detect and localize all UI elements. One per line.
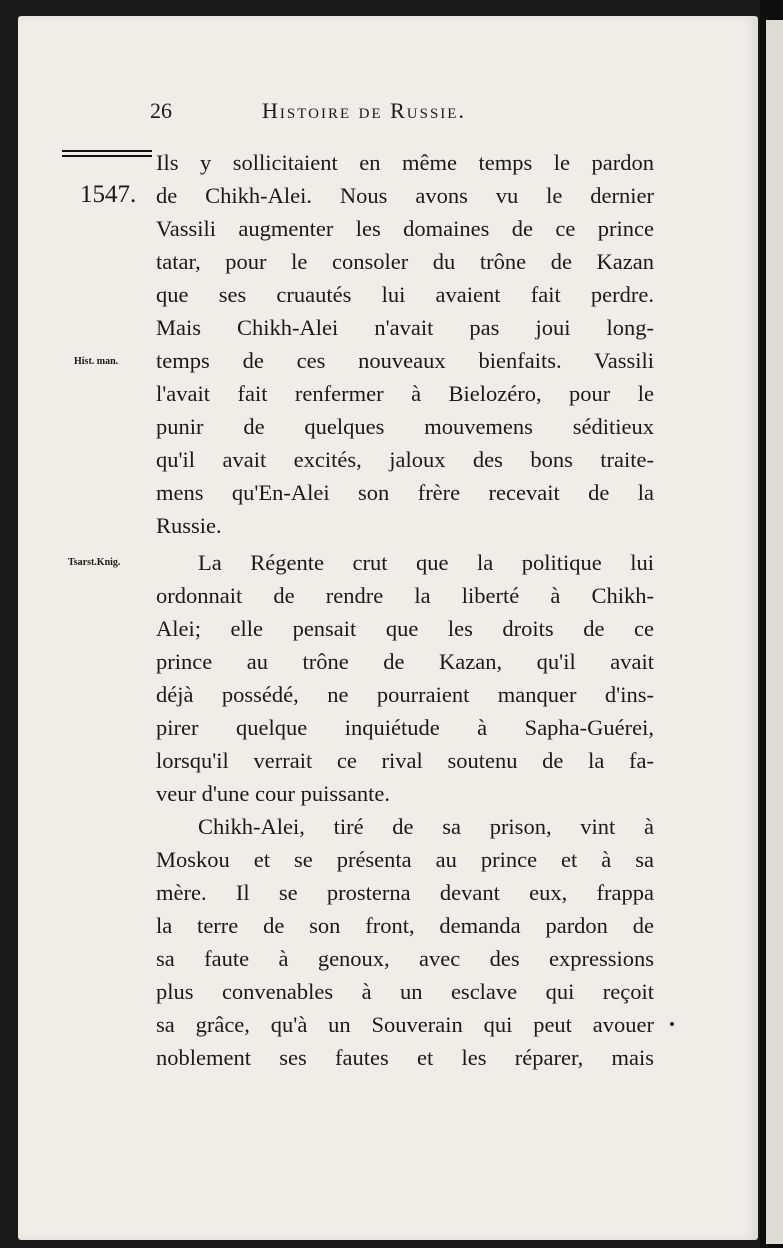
text-line: mens qu'En-Alei son frère recevait de la <box>156 480 654 505</box>
margin-note-tsarst: Tsarst.Knig. <box>68 557 121 568</box>
text-line: que ses cruautés lui avaient fait perdre. <box>156 282 654 307</box>
text-line: Chikh-Alei, tiré de sa prison, vint à <box>198 814 654 839</box>
text-line: punir de quelques mouvemens séditieux <box>156 414 654 439</box>
text-line: prince au trône de Kazan, qu'il avait <box>156 649 654 674</box>
text-line: Moskou et se présenta au prince et à sa <box>156 847 654 872</box>
text-line: Ils y sollicitaient en même temps le pardon <box>156 150 654 175</box>
page-number: 26 <box>150 98 172 123</box>
text-line: qu'il avait excités, jaloux des bons traite- <box>156 447 654 472</box>
text-line: veur d'une cour puissante. <box>156 781 390 806</box>
ink-speck <box>670 1022 674 1026</box>
text-line: plus convenables à un esclave qui reçoit <box>156 979 654 1004</box>
text-line: temps de ces nouveaux bienfaits. Vassili <box>156 348 654 373</box>
text-line: sa grâce, qu'à un Souverain qui peut avouer <box>156 1012 654 1037</box>
text-line: ordonnait de rendre la liberté à Chikh- <box>156 583 654 608</box>
text-line: tatar, pour le consoler du trône de Kazan <box>156 249 654 274</box>
text-line: lorsqu'il verrait ce rival soutenu de la fa- <box>156 748 654 773</box>
margin-year: 1547. <box>80 181 137 208</box>
margin-rule <box>62 155 152 157</box>
text-line: déjà possédé, ne pourraient manquer d'ins- <box>156 682 654 707</box>
text-line: l'avait fait renfermer à Bielozéro, pour le <box>156 381 654 406</box>
text-line: La Régente crut que la politique lui <box>198 550 654 575</box>
text-line: de Chikh-Alei. Nous avons vu le dernier <box>156 183 654 208</box>
text-line: Alei; elle pensait que les droits de ce <box>156 616 654 641</box>
margin-rule <box>62 150 152 152</box>
next-page-strip <box>766 20 783 1244</box>
text-line: Vassili augmenter les domaines de ce prince <box>156 216 654 241</box>
running-title: Histoire de Russie. <box>262 98 466 123</box>
text-line: noblement ses fautes et les réparer, mais <box>156 1045 654 1070</box>
text-line: Russie. <box>156 513 222 538</box>
page-header <box>150 98 650 128</box>
text-line: pirer quelque inquiétude à Sapha-Guérei, <box>156 715 654 740</box>
margin-note-hist: Hist. man. <box>74 356 119 367</box>
text-line: la terre de son front, demanda pardon de <box>156 913 654 938</box>
text-line: Mais Chikh-Alei n'avait pas joui long- <box>156 315 654 340</box>
text-line: mère. Il se prosterna devant eux, frappa <box>156 880 654 905</box>
text-line: sa faute à genoux, avec des expressions <box>156 946 654 971</box>
